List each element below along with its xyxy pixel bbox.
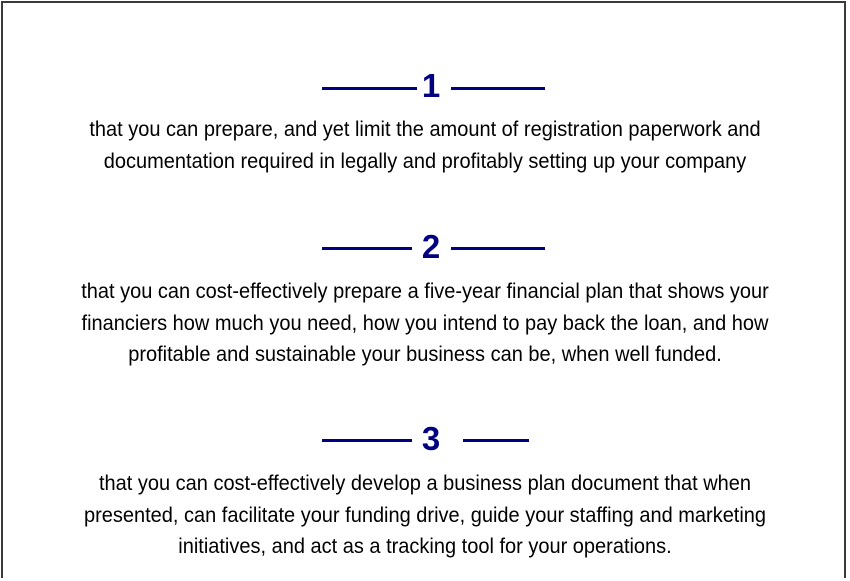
section-2 — [0, 227, 850, 371]
heading-rule-left — [322, 247, 412, 250]
text-line: presented, can facilitate your funding drive, guide your staffing and marketing — [83, 502, 767, 527]
text-line: that you can cost-effectively prepare a five-year financial plan that shows your — [81, 279, 769, 303]
heading-rule-right — [463, 439, 529, 442]
section-1-text — [30, 114, 821, 177]
section-3-text — [30, 468, 821, 563]
text-line: that you can prepare, and yet limit the amount of registration paperwork and — [89, 117, 761, 141]
heading-rule-right — [451, 87, 545, 90]
text-line: financiers how much you need, how you intend to pay back the loan, and how — [81, 310, 769, 335]
section-number: 1 — [421, 67, 441, 104]
text-line: initiatives, and act as a tracking tool for your operations. — [178, 534, 672, 558]
section-2-text — [30, 276, 821, 371]
section-1 — [0, 66, 850, 177]
text-line: that you can cost-effectively develop a business plan document that when — [98, 471, 752, 495]
heading-rule-left — [322, 87, 417, 90]
text-line: documentation required in legally and profitably setting up your company — [103, 148, 747, 173]
section-number: 3 — [421, 420, 441, 457]
section-3 — [0, 419, 850, 563]
text-line: profitable and sustainable your business can be, when well funded. — [128, 342, 722, 366]
section-number: 2 — [421, 228, 441, 265]
heading-rule-right — [451, 247, 545, 250]
heading-rule-left — [322, 439, 412, 442]
section-2-heading — [0, 227, 850, 267]
section-1-heading — [0, 66, 850, 106]
section-3-heading — [0, 419, 850, 459]
